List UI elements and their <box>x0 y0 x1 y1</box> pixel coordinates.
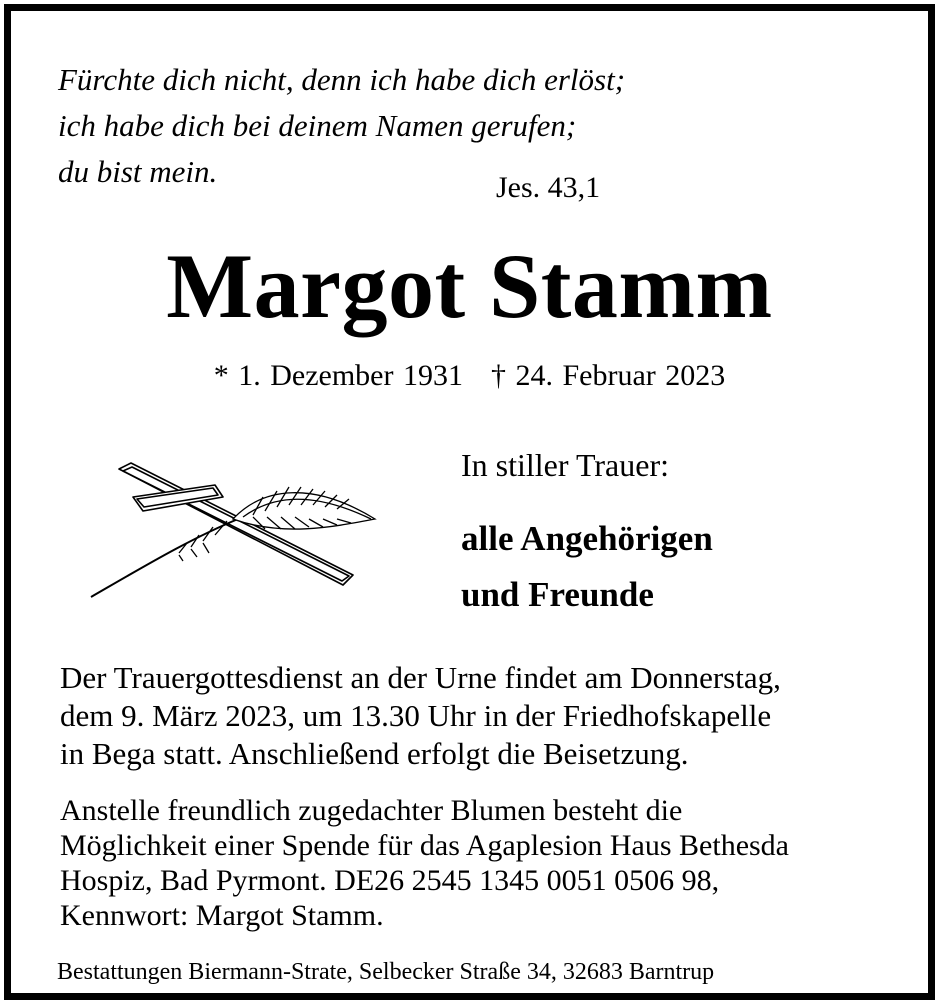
birth-date: * 1. Dezember 1931 <box>213 359 463 392</box>
funeral-home-footer: Bestattungen Biermann-Strate, Selbecker Straße 34, 32683 Barntrup <box>57 959 715 985</box>
deceased-name: Margot Stamm <box>166 235 773 337</box>
donation-line-3: Hospiz, Bad Pyrmont. DE26 2545 1345 0051 0506 98, <box>60 864 720 897</box>
verse-reference: Jes. 43,1 <box>496 171 601 204</box>
verse-line-2: ich habe dich bei deinem Namen gerufen; <box>58 108 577 143</box>
service-line-1: Der Trauergottesdienst an der Urne findet am Donnerstag, <box>60 660 781 695</box>
donation-line-2: Möglichkeit einer Spende für das Agaplesion Haus Bethesda <box>60 829 789 862</box>
mourners-line-1: alle Angehörigen <box>461 519 713 558</box>
service-line-2: dem 9. März 2023, um 13.30 Uhr in der Friedhofskapelle <box>60 698 772 733</box>
life-dates <box>11 359 928 393</box>
verse-line-3: du bist mein. <box>58 154 218 189</box>
cross-with-palm-branch-icon <box>83 457 383 602</box>
service-announcement <box>60 659 781 773</box>
donation-line-4: Kennwort: Margot Stamm. <box>60 899 384 932</box>
mourners-line-2: und Freunde <box>461 575 654 614</box>
verse-line-1: Fürchte dich nicht, denn ich habe dich erlöst; <box>58 62 626 97</box>
donation-line-1: Anstelle freundlich zugedachter Blumen besteht die <box>60 794 683 827</box>
death-date: † 24. Februar 2023 <box>490 359 726 392</box>
mourners-list <box>461 511 713 623</box>
mourning-intro: In stiller Trauer: <box>461 447 669 483</box>
donation-note <box>60 793 789 933</box>
service-line-3: in Bega statt. Anschließend erfolgt die Beisetzung. <box>60 736 689 771</box>
obituary-notice <box>4 4 935 1000</box>
